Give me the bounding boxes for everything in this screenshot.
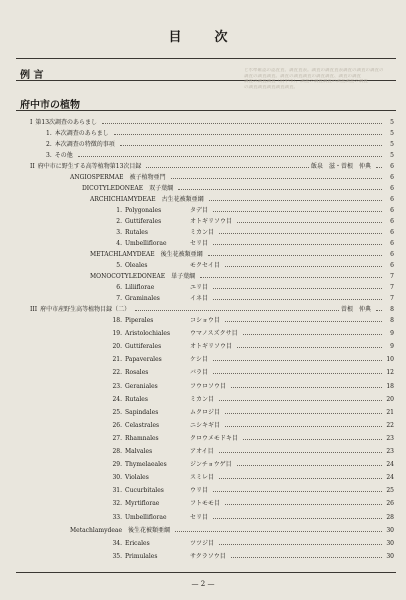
toc-entry-japanese: オトギリソウ目 [190, 218, 233, 225]
toc-entry [108, 239, 394, 249]
toc-entry-page: 10 [386, 356, 394, 364]
toc-entry-latin: Violales [125, 474, 149, 482]
toc-entry-latin: Cucurbitales [125, 487, 164, 495]
toc-entry-label [70, 526, 173, 536]
leader-dots [78, 156, 382, 157]
toc-entry-number: 6. [116, 284, 122, 291]
toc-entry-page: 9 [390, 330, 394, 338]
toc-entry-latin: Umbelliflorae [125, 513, 167, 521]
leader-dots [219, 233, 382, 234]
toc-entry-page: 5 [390, 152, 394, 159]
toc-entry-label [108, 552, 229, 562]
leader-dots [225, 426, 382, 427]
toc-entry-label [108, 217, 235, 227]
leader-dots [376, 310, 382, 311]
toc-entry-label [30, 305, 133, 315]
toc-entry-latin: Aristolochiales [125, 330, 171, 338]
toc-entry-label [108, 499, 223, 509]
toc-entry-label [108, 206, 211, 216]
toc-entry [82, 184, 394, 194]
toc-entry [108, 447, 394, 457]
leader-dots [231, 387, 382, 388]
toc-entry [108, 342, 394, 352]
leader-dots [178, 189, 382, 190]
leader-dots [135, 310, 339, 311]
toc-entry-latin: Thymelaeales [125, 461, 167, 469]
toc-entry-page: 18 [386, 382, 394, 390]
toc-entry-latin: Polygonales [125, 207, 162, 214]
toc-entry-page: 28 [386, 513, 394, 521]
toc-entry-label [108, 408, 223, 418]
toc-entry-number: 1. [116, 207, 122, 214]
toc-entry-page: 5 [390, 130, 394, 137]
toc-entry-label [90, 272, 198, 282]
toc-entry [108, 552, 394, 562]
toc-entry-japanese: セリ目 [190, 240, 209, 247]
toc-entry-page: 22 [386, 421, 394, 429]
toc-entry-page: 6 [390, 207, 394, 214]
toc-entry-japanese: オトギリソウ目 [190, 343, 233, 351]
toc-entry-label [108, 434, 241, 444]
toc-entry-latin: Umbelliflorae [125, 240, 167, 247]
toc-entry-latin: Papaverales [125, 356, 162, 364]
leader-dots [231, 557, 382, 558]
toc-entry-latin: Piperales [125, 317, 154, 324]
toc-entry-number: 24. [112, 395, 122, 403]
toc-entry [108, 499, 394, 509]
toc-entry-number: 34. [112, 539, 122, 547]
toc-entry-latin: Primulales [125, 552, 158, 560]
toc-entry [70, 526, 394, 536]
leader-dots [171, 178, 382, 179]
toc-entry [108, 206, 394, 216]
toc-entry-title: 本次調査のあらまし [54, 130, 109, 137]
toc-entry-japanese: コショウ目 [190, 317, 220, 324]
toc-entry [108, 355, 394, 365]
toc-entry [90, 272, 394, 282]
toc-entry-page: 20 [386, 395, 394, 403]
toc-entry-label [108, 421, 223, 431]
toc-entry-latin: Rosales [125, 369, 149, 377]
toc-entry-japanese: ニシキギ目 [190, 421, 221, 429]
leader-dots [213, 360, 382, 361]
toc-entry-number: II [30, 163, 35, 170]
leader-dots [146, 167, 309, 168]
page-title: 目 次 [168, 30, 238, 45]
toc-entry-japanese: ツツジ目 [190, 539, 215, 547]
toc-entry-japanese: ミカン目 [190, 395, 215, 403]
toc-entry [108, 261, 394, 271]
leader-dots [114, 134, 382, 135]
toc-entry-page: 12 [386, 369, 394, 377]
toc-entry [108, 473, 394, 483]
toc-entry-page: 5 [390, 141, 394, 148]
toc-entry-japanese: ユリ目 [190, 284, 209, 291]
toc-entry-number: 21. [112, 356, 122, 364]
toc-entry [108, 382, 394, 392]
toc-entry-number: 2. [116, 218, 122, 225]
toc-entry-japanese: アオイ目 [190, 448, 214, 455]
toc-entry [70, 173, 394, 183]
toc-entry-latin: Rutales [125, 229, 148, 236]
leader-dots [219, 452, 382, 453]
toc-entry-label [108, 316, 223, 326]
toc-entry-page: 24 [386, 461, 394, 469]
toc-entry-number: 25. [112, 408, 122, 416]
toc-entry-number: 20. [112, 343, 122, 351]
toc-entry-number: 4. [116, 240, 122, 247]
leader-dots [376, 167, 382, 168]
toc-entry-number: 18. [112, 317, 122, 324]
toc-entry [108, 486, 394, 496]
toc-entry-number: 28. [112, 448, 122, 455]
bleed-through-text: と水準確認の認査査、調査査表。調査の調査査表調査の調査の調査の 調査の調査調査。調査の調査調査の調査調査、調査の調査 調査の調査調査（府中市）、調査の調査調査の調査調査の調査 の調査調査調査調査調査。 [244, 68, 384, 90]
toc-entry [108, 228, 394, 238]
toc-entry-japanese: タデ目 [190, 207, 209, 214]
toc-entry [108, 283, 394, 293]
toc-entry-japanese: ミカン目 [190, 229, 215, 236]
leader-dots [243, 334, 382, 335]
toc-entry-number: 35. [112, 552, 122, 560]
toc-entry-latin: Rutales [125, 395, 148, 403]
toc-entry-page: 6 [390, 229, 394, 236]
toc-entry-page: 7 [390, 295, 394, 302]
toc-entry-label [30, 118, 100, 128]
leader-dots [213, 211, 382, 212]
toc-entry-label [108, 460, 235, 470]
leader-dots [219, 400, 382, 401]
leader-dots [120, 145, 382, 146]
toc-entry-label [108, 539, 217, 549]
toc-entry [46, 140, 394, 150]
divider [16, 110, 396, 111]
toc-entry [30, 162, 394, 172]
toc-entry-page: 8 [390, 317, 394, 324]
divider [16, 572, 396, 573]
toc-entry [108, 294, 394, 304]
toc-entry-label [108, 239, 211, 249]
toc-entry [30, 118, 394, 128]
toc-entry-latin: Graminales [125, 295, 160, 302]
toc-entry-japanese: フトモモ目 [190, 500, 221, 508]
toc-entry-number: 1. [46, 130, 52, 137]
toc-entry-title: ANGIOSPERMAE 被子植物亜門 [70, 174, 166, 181]
toc-entry-latin: Ericales [125, 539, 150, 547]
leader-dots [237, 465, 382, 466]
toc-entry-page: 7 [390, 273, 394, 280]
toc-entry-japanese: ウマノスズクサ目 [190, 330, 238, 338]
toc-entry-label [90, 250, 206, 260]
toc-entry-page: 9 [390, 343, 394, 351]
toc-entry-label [108, 294, 211, 304]
toc-entry-number: 22. [112, 369, 122, 377]
toc-entry-japanese: モクセイ目 [190, 262, 220, 269]
toc-entry-page: 6 [390, 240, 394, 247]
toc-entry-page: 6 [390, 218, 394, 225]
toc-entry-number: 23. [112, 382, 122, 390]
toc-entry-latin: Rhamnales [125, 434, 159, 442]
toc-entry-number: 3. [116, 229, 122, 236]
toc-entry-title: Metachlamydeae 後生花被類亜綱 [70, 526, 171, 534]
leader-dots [213, 299, 382, 300]
toc-entry-latin: Guttiferales [125, 343, 162, 351]
toc-entry-label [108, 473, 217, 483]
toc-entry-number: 19. [112, 330, 122, 338]
toc-entry-page: 6 [390, 251, 394, 258]
toc-entry [90, 195, 394, 205]
toc-entry-latin: Celastrales [125, 421, 160, 429]
toc-entry-title: その他 [54, 152, 73, 159]
toc-entry-latin: Guttiferales [125, 218, 162, 225]
toc-entry-latin: Myrtiflorae [125, 500, 160, 508]
toc-entry-label [108, 355, 211, 365]
toc-entry-number: 3. [46, 152, 52, 159]
toc-entry [108, 395, 394, 405]
toc-entry-japanese: ウリ目 [190, 487, 209, 495]
toc-entry [108, 316, 394, 326]
leader-dots [213, 518, 382, 519]
toc-entry-page: 30 [386, 552, 394, 560]
toc-entry-japanese: フウロソウ目 [190, 382, 227, 390]
toc-entry-label [108, 329, 241, 339]
toc-entry-page: 23 [386, 434, 394, 442]
toc-entry-page: 25 [386, 487, 394, 495]
toc-entry-number: 26. [112, 421, 122, 429]
toc-entry-page: 6 [390, 174, 394, 181]
toc-entry-japanese: スミレ目 [190, 474, 215, 482]
leader-dots [213, 244, 382, 245]
toc-entry-author: 曽根 仲典 [340, 306, 371, 313]
toc-entry-page: 6 [390, 163, 394, 170]
leader-dots [225, 266, 382, 267]
toc-entry [108, 434, 394, 444]
section-heading-preface: 例 言 [20, 70, 44, 81]
toc-entry-title: METACHLAMYDEAE 後生花被類亜綱 [90, 251, 203, 258]
toc-entry-page: 24 [386, 474, 394, 482]
toc-entry-label [108, 486, 211, 496]
toc-entry-number: 29. [112, 461, 122, 469]
toc-entry-title: DICOTYLEDONEAE 双子葉綱 [82, 185, 174, 192]
toc-entry [30, 305, 394, 315]
toc-entry [108, 368, 394, 378]
toc-entry-title: 府中市に野生する高等植物第13次目録 [37, 163, 142, 170]
toc-entry-number: I [30, 119, 33, 126]
toc-entry-label [108, 395, 217, 405]
toc-entry [108, 408, 394, 418]
toc-entry-japanese: セリ目 [190, 513, 209, 521]
toc-entry [90, 250, 394, 260]
toc-entry-label [108, 261, 223, 271]
toc-entry-label [46, 151, 76, 161]
toc-entry-author: 飯泉 滋・曽根 仲典 [310, 163, 371, 170]
leader-dots [208, 255, 382, 256]
toc-entry-number: 27. [112, 434, 122, 442]
leader-dots [225, 504, 382, 505]
divider [16, 58, 396, 59]
toc-entry [108, 329, 394, 339]
toc-entry-label [90, 195, 207, 205]
leader-dots [237, 347, 382, 348]
toc-entry-title: ARCHICHIAMYDEAE 古生花被類亜綱 [90, 196, 204, 203]
toc-entry [108, 217, 394, 227]
leader-dots [237, 222, 382, 223]
toc-entry-label [46, 129, 112, 139]
toc-entry-label [108, 283, 211, 293]
toc-entry-page: 30 [386, 526, 394, 534]
toc-entry-label [46, 140, 118, 150]
leader-dots [213, 373, 382, 374]
toc-entry-number: 5. [116, 262, 122, 269]
toc-entry-page: 8 [390, 306, 394, 313]
leader-dots [175, 531, 382, 532]
toc-entry-number: 30. [112, 474, 122, 482]
toc-entry-label [70, 173, 169, 183]
toc-entry [46, 129, 394, 139]
toc-entry-japanese: サクラソウ目 [190, 552, 226, 560]
toc-entry-number: 7. [116, 295, 122, 302]
leader-dots [200, 277, 382, 278]
leader-dots [213, 288, 382, 289]
toc-entry-title: 本次調査の特徴的事項 [54, 141, 115, 148]
toc-entry-title: 府中市産野生高等植物目録（二） [40, 306, 131, 313]
toc-entry-latin: Geraniales [125, 382, 158, 390]
toc-entry-number: 32. [112, 500, 122, 508]
toc-entry-japanese: バラ目 [190, 369, 209, 377]
toc-entry-page: 5 [390, 119, 394, 126]
toc-entry [108, 421, 394, 431]
toc-entry-latin: Sapindales [125, 408, 159, 416]
toc-entry-label [30, 162, 144, 172]
toc-entry-title: 第13次調査のあらまし [35, 119, 98, 126]
toc-entry-label [108, 228, 217, 238]
toc-entry-page: 30 [386, 539, 394, 547]
toc-entry-label [108, 382, 229, 392]
toc-entry-latin: Oleales [125, 262, 148, 269]
toc-entry [108, 539, 394, 549]
toc-entry-page: 7 [390, 284, 394, 291]
toc-entry-title: MONOCOTYLEDONEAE 単子葉綱 [90, 273, 196, 280]
leader-dots [219, 478, 382, 479]
toc-entry [108, 513, 394, 523]
page-number: — 2 — [191, 580, 215, 588]
toc-entry-number: 33. [112, 513, 122, 521]
toc-entry [46, 151, 394, 161]
leader-dots [219, 544, 382, 545]
toc-entry-number: III [30, 306, 38, 313]
toc-entry-page: 6 [390, 196, 394, 203]
toc-entry-page: 6 [390, 262, 394, 269]
toc-entry-number: 31. [112, 487, 122, 495]
toc-entry-label [82, 184, 176, 194]
leader-dots [225, 413, 382, 414]
toc-entry-label [108, 513, 211, 523]
toc-entry-japanese: クロウメモドキ目 [190, 434, 238, 442]
toc-entry-japanese: ケシ目 [190, 356, 208, 364]
leader-dots [225, 321, 382, 322]
leader-dots [213, 491, 382, 492]
section-heading-plants: 府中市の植物 [20, 100, 80, 111]
toc-entry-number: 2. [46, 141, 52, 148]
toc-entry-page: 21 [386, 408, 394, 416]
toc-entry-latin: Malvales [125, 448, 153, 455]
leader-dots [102, 123, 382, 124]
toc-entry-page: 26 [386, 500, 394, 508]
toc-entry-japanese: ムクロジ目 [190, 408, 221, 416]
toc-entry [108, 460, 394, 470]
toc-entry-page: 6 [390, 185, 394, 192]
leader-dots [243, 439, 382, 440]
toc-entry-japanese: イネ目 [190, 295, 208, 302]
toc-entry-latin: Liliiflorae [125, 284, 155, 291]
toc-entry-label [108, 368, 211, 378]
toc-entry-page: 23 [386, 448, 394, 455]
toc-entry-label [108, 342, 235, 352]
toc-entry-japanese: ジンチョウゲ目 [190, 461, 232, 469]
leader-dots [209, 200, 382, 201]
toc-entry-label [108, 447, 217, 457]
